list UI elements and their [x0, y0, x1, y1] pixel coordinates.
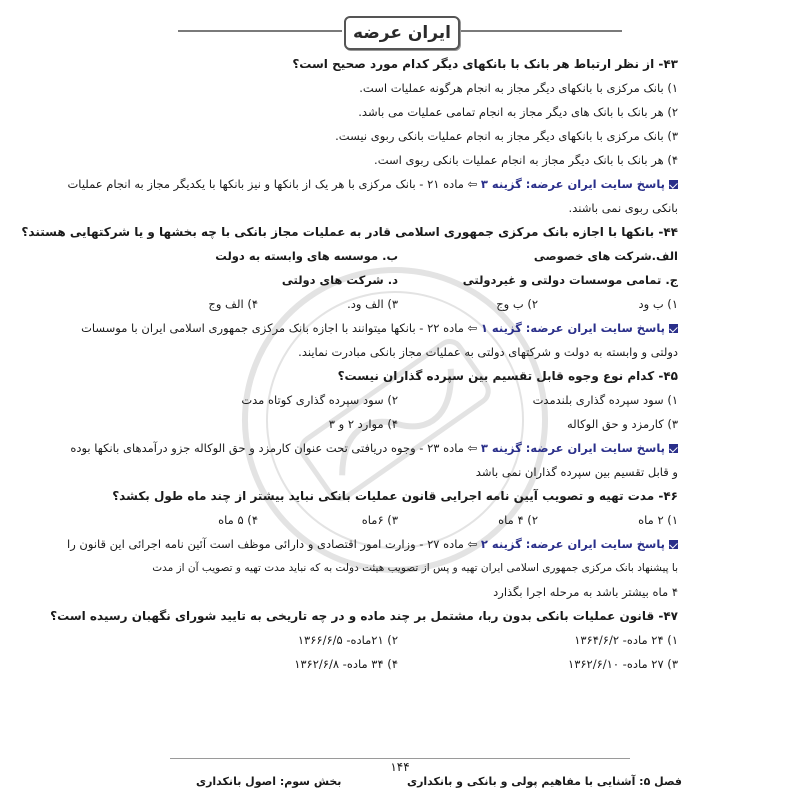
question-45-options-row-1 [118, 388, 678, 412]
page-number: ۱۴۴ [390, 760, 410, 774]
answer-text: ماده ۲۱ - بانک مرکزی با هر یک از بانکها و نیز بانکها با یکدیگر مجاز به انجام عملیات [67, 177, 464, 191]
answer-text: ماده ۲۷ - وزارت امور اقتصادی و دارائی موظف است آئین نامه اجرائی این قانون را [67, 537, 464, 551]
answer-label: پاسخ سایت ایران عرضه: گزینه ۱ [480, 321, 665, 335]
question-44-item-d: د. شرکت های دولتی [281, 273, 398, 287]
question-44-item-a: الف.شرکت های خصوصی [533, 249, 678, 263]
question-list [21, 52, 678, 676]
question-43-stem: ۴۳- از نظر ارتباط هر بانک با بانکهای دیگر کدام مورد صحیح است؟ [292, 57, 678, 71]
question-44-answer [81, 316, 678, 340]
question-47-options-row-2 [118, 652, 678, 676]
question-47-option-4: ۴) ۳۴ ماده- ۱۳۶۲/۶/۸ [294, 657, 398, 671]
question-45-answer [70, 436, 678, 460]
section-title: بخش سوم: اصول بانکداری [196, 775, 342, 788]
question-46-option-4: ۴) ۵ ماه [218, 513, 258, 527]
question-46-option-2: ۲) ۴ ماه [498, 513, 538, 527]
question-44-items-row-2 [118, 268, 678, 292]
question-44-item-b: ب. موسسه های وابسته به دولت [215, 249, 398, 263]
question-47-option-3: ۳) ۲۷ ماده- ۱۳۶۲/۶/۱۰ [568, 657, 678, 671]
question-47-option-2: ۲) ۲۱ماده- ۱۳۶۶/۶/۵ [297, 633, 398, 647]
question-43-option-1: ۱) بانک مرکزی با بانکهای دیگر مجاز به انجام هرگونه عملیات است. [359, 81, 678, 95]
checkbox-icon [669, 444, 678, 453]
question-43-option-4: ۴) هر بانک با بانک دیگر مجاز به انجام عملیات بانکی ربوی است. [374, 153, 678, 167]
question-45-option-1: ۱) سود سپرده گذاری بلندمدت [532, 393, 678, 407]
arrow-icon: ⇦ [467, 321, 478, 335]
question-44-answer-cont: دولتی و وابسته به دولت و شرکتهای دولتی به عملیات مجاز بانکی مبادرت نمایند. [298, 345, 678, 359]
header-rule-right [458, 30, 622, 32]
arrow-icon: ⇦ [467, 537, 478, 551]
question-46-answer-cont-2: ۴ ماه بیشتر باشد به مرحله اجرا بگذارد [493, 585, 678, 599]
question-43-answer-cont: بانکی ربوی نمی باشند. [568, 201, 678, 215]
question-44-stem: ۴۴- بانکها با اجازه بانک مرکزی جمهوری اسلامی قادر به عملیات مجاز بانکی با چه بخشها و یا شرکتهایی هستند؟ [21, 225, 678, 239]
answer-label: پاسخ سایت ایران عرضه: گزینه ۳ [480, 177, 665, 191]
question-47-options-row-1 [118, 628, 678, 652]
question-47-option-1: ۱) ۲۴ ماده- ۱۳۶۴/۶/۲ [574, 633, 678, 647]
question-46-answer [67, 532, 678, 556]
checkbox-icon [669, 324, 678, 333]
question-45-options-row-2 [118, 412, 678, 436]
header-rule-left [178, 30, 342, 32]
question-43-option-2: ۲) هر بانک با بانک های دیگر مجاز به انجام تمامی عملیات می باشد. [358, 105, 678, 119]
question-47-stem: ۴۷- قانون عملیات بانکی بدون ربا، مشتمل بر چند ماده و در چه تاریخی به تایید شورای نگهبان رسیده است؟ [50, 609, 678, 623]
question-46-stem: ۴۶- مدت تهیه و تصویب آیین نامه اجرایی قانون عملیات بانکی نباید بیشتر از چند ماه طول بکشد؟ [112, 489, 678, 503]
arrow-icon: ⇦ [467, 177, 478, 191]
chapter-title: فصل ۵: آشنایی با مفاهیم پولی و بانکی و بانکداری [407, 775, 682, 788]
question-45-option-4: ۴) موارد ۲ و ۳ [328, 417, 398, 431]
arrow-icon: ⇦ [467, 441, 478, 455]
question-44-option-1: ۱) ب ود [638, 297, 678, 311]
question-45-option-3: ۳) کارمزد و حق الوکاله [567, 417, 678, 431]
checkbox-icon [669, 180, 678, 189]
answer-label: پاسخ سایت ایران عرضه: گزینه ۳ [480, 441, 665, 455]
question-45-answer-cont: و قابل تقسیم بین سپرده گذاران نمی باشد [475, 465, 678, 479]
site-logo: ایران عرضه [344, 16, 460, 50]
question-44-option-3: ۳) الف ود. [347, 297, 398, 311]
question-45-stem: ۴۵- کدام نوع وجوه قابل تقسیم بین سپرده گذاران نیست؟ [337, 369, 678, 383]
checkbox-icon [669, 540, 678, 549]
question-44-option-4: ۴) الف وج [208, 297, 258, 311]
question-44-items-row-1 [118, 244, 678, 268]
question-43-option-3: ۳) بانک مرکزی با بانکهای دیگر مجاز به انجام عملیات بانکی ربوی نیست. [335, 129, 678, 143]
question-46-option-1: ۱) ۲ ماه [638, 513, 678, 527]
question-46-option-3: ۳) ۶ماه [361, 513, 398, 527]
question-44-item-c: ج. تمامی موسسات دولتی و غیردولتی [462, 273, 678, 287]
question-44-option-2: ۲) ب وج [496, 297, 538, 311]
answer-label: پاسخ سایت ایران عرضه: گزینه ۲ [480, 537, 665, 551]
question-43-answer [67, 172, 678, 196]
question-46-options [118, 508, 678, 532]
question-46-answer-cont-1: با پیشنهاد بانک مرکزی جمهوری اسلامی ایران تهیه و پس از تصویب هیئت دولت به که نباید مدت تهیه و تصویب آن از مدت [152, 562, 678, 574]
footer-rule [170, 758, 630, 759]
question-45-option-2: ۲) سود سپرده گذاری کوتاه مدت [241, 393, 398, 407]
answer-text: ماده ۲۳ - وجوه دریافتی تحت عنوان کارمزد و حق الوکاله جزو درآمدهای بانکها بوده [70, 441, 464, 455]
answer-text: ماده ۲۲ - بانکها میتوانند با اجازه بانک مرکزی جمهوری اسلامی ایران با موسسات [81, 321, 464, 335]
question-44-options [118, 292, 678, 316]
